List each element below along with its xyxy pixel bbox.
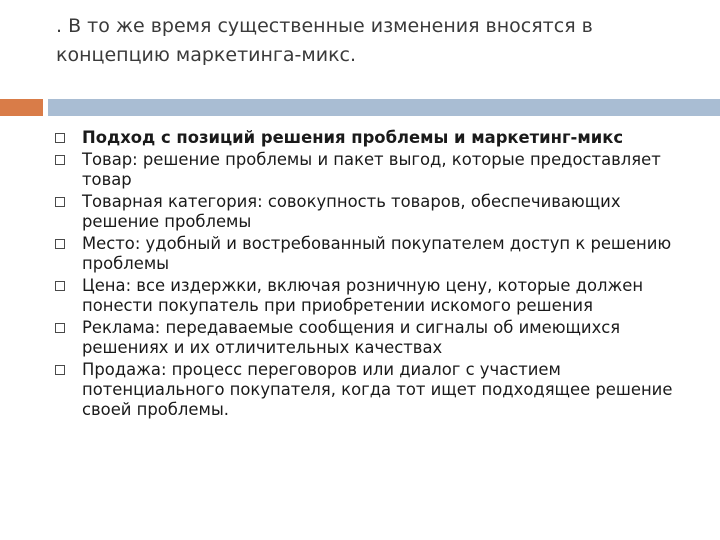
- bullet-text: Место: удобный и востребованный покупателем доступ к решению проблемы: [82, 234, 672, 273]
- bullet-text: Продажа: процесс переговоров или диалог с участием потенциального покупателя, когда тот ищет подходящее решение своей проблемы.: [82, 360, 673, 419]
- accent-bar: [0, 99, 43, 116]
- bullet-item: [55, 360, 695, 420]
- bullet-text: Товарная категория: совокупность товаров, обеспечивающих решение проблемы: [82, 192, 621, 231]
- bullet-list: [55, 128, 695, 422]
- bullet-item: [55, 234, 695, 274]
- bullet-item: [55, 276, 695, 316]
- square-bullet-icon: [55, 323, 65, 333]
- bullet-text: Реклама: передаваемые сообщения и сигналы об имеющихся решениях и их отличительных качествах: [82, 318, 621, 357]
- bullet-text: Цена: все издержки, включая розничную цену, которые должен понести покупатель при приобретении искомого решения: [82, 276, 644, 315]
- slide-title: . В то же время существенные изменения вносятся в концепцию маркетинга-микс.: [56, 15, 593, 66]
- title-rule-bar: [48, 99, 720, 116]
- bullet-text: Подход с позиций решения проблемы и маркетинг-микс: [82, 128, 624, 147]
- square-bullet-icon: [55, 197, 65, 207]
- bullet-text: Товар: решение проблемы и пакет выгод, которые предоставляет товар: [82, 150, 661, 189]
- bullet-item: [55, 128, 695, 148]
- bullet-item: [55, 192, 695, 232]
- square-bullet-icon: [55, 365, 65, 375]
- bullet-item: [55, 150, 695, 190]
- square-bullet-icon: [55, 239, 65, 249]
- square-bullet-icon: [55, 155, 65, 165]
- bullet-item: [55, 318, 695, 358]
- square-bullet-icon: [55, 281, 65, 291]
- square-bullet-icon: [55, 133, 65, 143]
